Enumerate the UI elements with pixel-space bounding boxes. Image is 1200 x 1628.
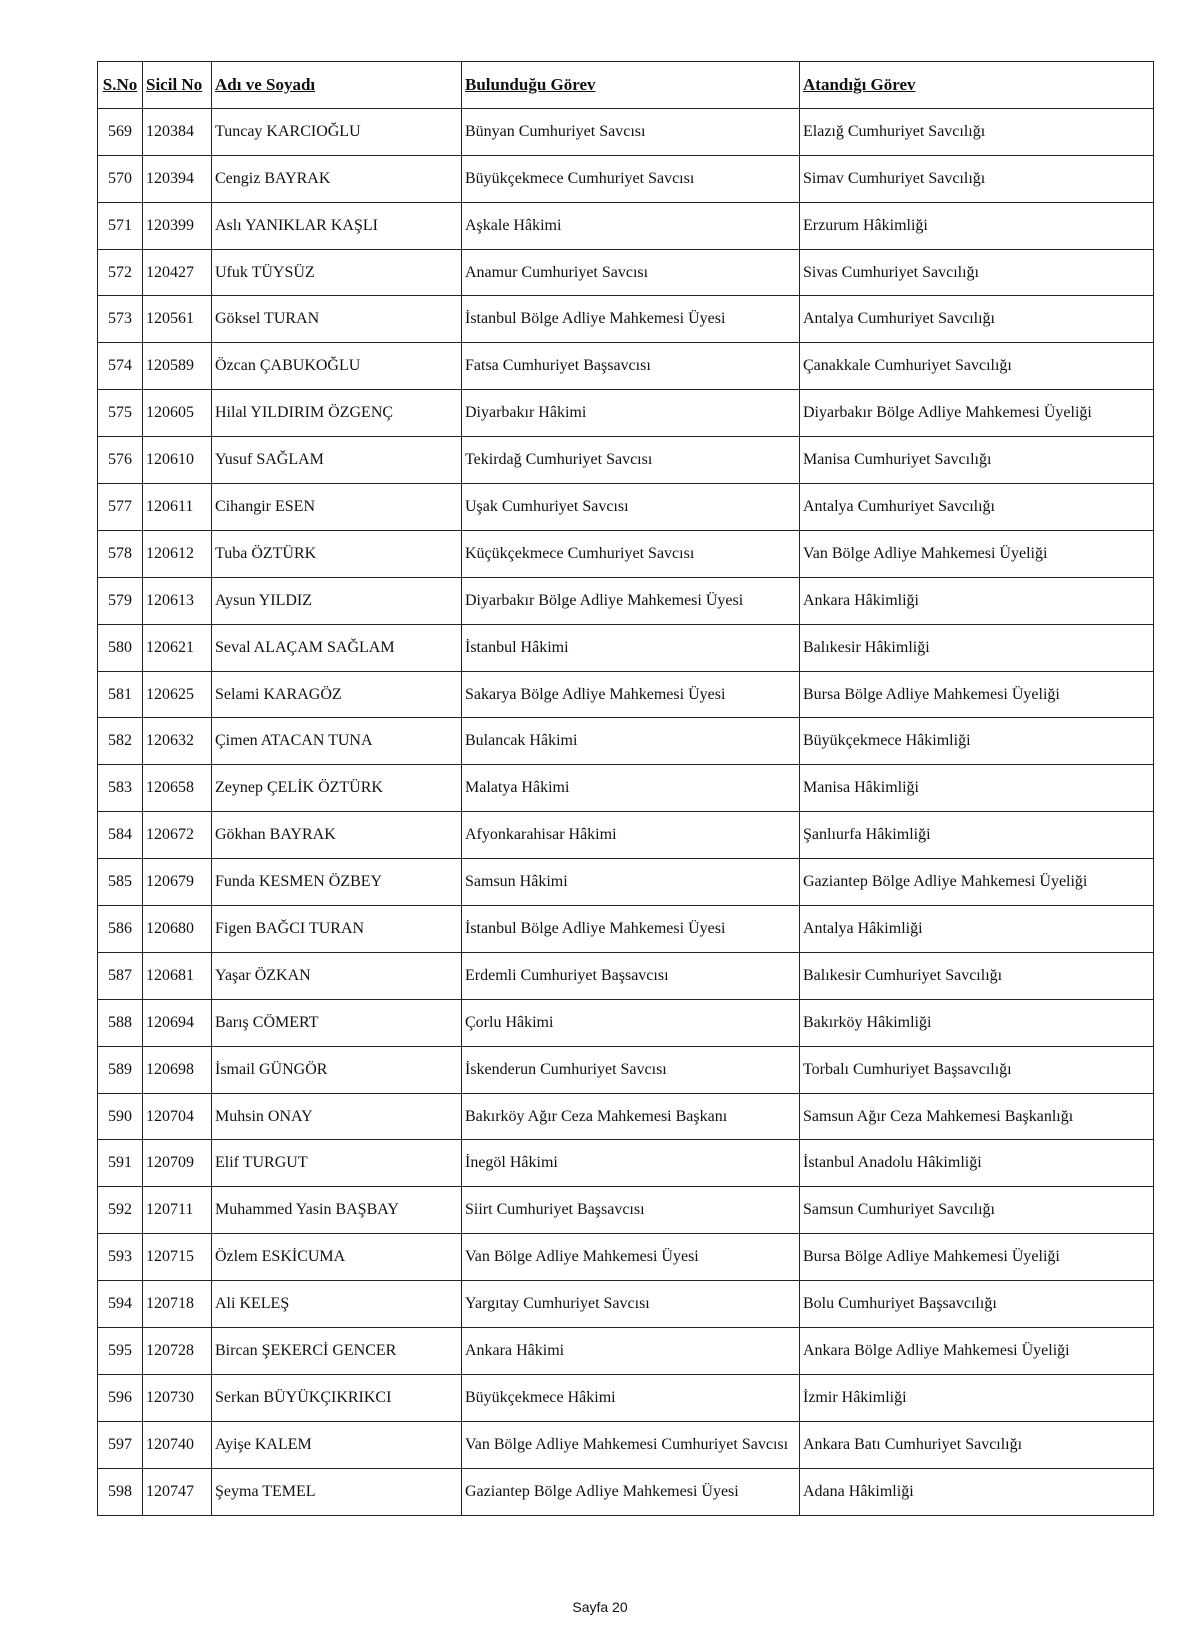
cell-assigned-position: Balıkesir Hâkimliği <box>800 624 1154 671</box>
cell-current-position: Diyarbakır Hâkimi <box>462 390 800 437</box>
cell-sicil-no: 120399 <box>143 202 212 249</box>
cell-sno: 582 <box>98 718 143 765</box>
cell-assigned-position: Simav Cumhuriyet Savcılığı <box>800 155 1154 202</box>
cell-assigned-position: Samsun Ağır Ceza Mahkemesi Başkanlığı <box>800 1093 1154 1140</box>
cell-name: Tuncay KARCIOĞLU <box>212 108 462 155</box>
cell-sicil-no: 120589 <box>143 343 212 390</box>
cell-sno: 596 <box>98 1374 143 1421</box>
cell-sicil-no: 120694 <box>143 999 212 1046</box>
cell-assigned-position: Gaziantep Bölge Adliye Mahkemesi Üyeliği <box>800 859 1154 906</box>
cell-current-position: Van Bölge Adliye Mahkemesi Cumhuriyet Savcısı <box>462 1421 800 1468</box>
cell-current-position: İstanbul Bölge Adliye Mahkemesi Üyesi <box>462 296 800 343</box>
cell-name: Hilal YILDIRIM ÖZGENÇ <box>212 390 462 437</box>
cell-sicil-no: 120621 <box>143 624 212 671</box>
cell-current-position: Bulancak Hâkimi <box>462 718 800 765</box>
cell-sicil-no: 120679 <box>143 859 212 906</box>
cell-sno: 571 <box>98 202 143 249</box>
cell-current-position: Ankara Hâkimi <box>462 1328 800 1375</box>
table-row <box>98 155 1154 202</box>
header-name: Adı ve Soyadı <box>212 62 462 109</box>
page-number: Sayfa 20 <box>572 1599 628 1615</box>
cell-sicil-no: 120658 <box>143 765 212 812</box>
cell-current-position: Afyonkarahisar Hâkimi <box>462 812 800 859</box>
cell-assigned-position: Torbalı Cumhuriyet Başsavcılığı <box>800 1046 1154 1093</box>
cell-sicil-no: 120681 <box>143 952 212 999</box>
table-row <box>98 812 1154 859</box>
cell-sicil-no: 120740 <box>143 1421 212 1468</box>
cell-name: Figen BAĞCI TURAN <box>212 906 462 953</box>
cell-current-position: Gaziantep Bölge Adliye Mahkemesi Üyesi <box>462 1468 800 1515</box>
cell-current-position: Aşkale Hâkimi <box>462 202 800 249</box>
cell-assigned-position: Van Bölge Adliye Mahkemesi Üyeliği <box>800 530 1154 577</box>
cell-current-position: İnegöl Hâkimi <box>462 1140 800 1187</box>
cell-sno: 569 <box>98 108 143 155</box>
cell-sno: 580 <box>98 624 143 671</box>
cell-sno: 593 <box>98 1234 143 1281</box>
cell-assigned-position: Çanakkale Cumhuriyet Savcılığı <box>800 343 1154 390</box>
cell-sicil-no: 120610 <box>143 437 212 484</box>
cell-sno: 583 <box>98 765 143 812</box>
cell-name: Çimen ATACAN TUNA <box>212 718 462 765</box>
cell-sicil-no: 120384 <box>143 108 212 155</box>
cell-assigned-position: Bursa Bölge Adliye Mahkemesi Üyeliği <box>800 671 1154 718</box>
cell-name: Cihangir ESEN <box>212 484 462 531</box>
cell-sno: 587 <box>98 952 143 999</box>
header-sicil-no: Sicil No <box>143 62 212 109</box>
cell-current-position: Bünyan Cumhuriyet Savcısı <box>462 108 800 155</box>
cell-sicil-no: 120718 <box>143 1281 212 1328</box>
cell-current-position: Tekirdağ Cumhuriyet Savcısı <box>462 437 800 484</box>
cell-sno: 592 <box>98 1187 143 1234</box>
cell-sicil-no: 120625 <box>143 671 212 718</box>
cell-sno: 574 <box>98 343 143 390</box>
cell-sicil-no: 120632 <box>143 718 212 765</box>
cell-sno: 597 <box>98 1421 143 1468</box>
cell-assigned-position: İzmir Hâkimliği <box>800 1374 1154 1421</box>
cell-name: Ayişe KALEM <box>212 1421 462 1468</box>
cell-sno: 590 <box>98 1093 143 1140</box>
table-row <box>98 1187 1154 1234</box>
cell-sno: 595 <box>98 1328 143 1375</box>
cell-assigned-position: Antalya Hâkimliği <box>800 906 1154 953</box>
cell-name: Ufuk TÜYSÜZ <box>212 249 462 296</box>
cell-sno: 585 <box>98 859 143 906</box>
table-row <box>98 1234 1154 1281</box>
cell-name: Ali KELEŞ <box>212 1281 462 1328</box>
cell-current-position: Malatya Hâkimi <box>462 765 800 812</box>
cell-sno: 588 <box>98 999 143 1046</box>
cell-sicil-no: 120612 <box>143 530 212 577</box>
table-row <box>98 1468 1154 1515</box>
cell-assigned-position: Bakırköy Hâkimliği <box>800 999 1154 1046</box>
cell-assigned-position: Sivas Cumhuriyet Savcılığı <box>800 249 1154 296</box>
cell-assigned-position: Manisa Cumhuriyet Savcılığı <box>800 437 1154 484</box>
header-current-position: Bulunduğu Görev <box>462 62 800 109</box>
cell-current-position: Küçükçekmece Cumhuriyet Savcısı <box>462 530 800 577</box>
table-row <box>98 1328 1154 1375</box>
table-row <box>98 765 1154 812</box>
cell-sno: 589 <box>98 1046 143 1093</box>
table-row <box>98 577 1154 624</box>
table-row <box>98 437 1154 484</box>
cell-name: Özlem ESKİCUMA <box>212 1234 462 1281</box>
cell-sicil-no: 120728 <box>143 1328 212 1375</box>
cell-assigned-position: Şanlıurfa Hâkimliği <box>800 812 1154 859</box>
cell-sno: 584 <box>98 812 143 859</box>
cell-current-position: Uşak Cumhuriyet Savcısı <box>462 484 800 531</box>
cell-assigned-position: Bursa Bölge Adliye Mahkemesi Üyeliği <box>800 1234 1154 1281</box>
appointment-table <box>97 61 1154 1516</box>
cell-name: Seval ALAÇAM SAĞLAM <box>212 624 462 671</box>
cell-sicil-no: 120561 <box>143 296 212 343</box>
cell-sicil-no: 120680 <box>143 906 212 953</box>
header-sno: S.No <box>98 62 143 109</box>
cell-assigned-position: Balıkesir Cumhuriyet Savcılığı <box>800 952 1154 999</box>
table-row <box>98 999 1154 1046</box>
cell-sicil-no: 120730 <box>143 1374 212 1421</box>
cell-sno: 572 <box>98 249 143 296</box>
cell-name: Serkan BÜYÜKÇIKRIKCI <box>212 1374 462 1421</box>
cell-sicil-no: 120427 <box>143 249 212 296</box>
cell-assigned-position: Antalya Cumhuriyet Savcılığı <box>800 296 1154 343</box>
cell-current-position: Büyükçekmece Cumhuriyet Savcısı <box>462 155 800 202</box>
cell-sno: 578 <box>98 530 143 577</box>
cell-sno: 576 <box>98 437 143 484</box>
cell-assigned-position: Ankara Hâkimliği <box>800 577 1154 624</box>
cell-sicil-no: 120704 <box>143 1093 212 1140</box>
cell-name: Elif TURGUT <box>212 1140 462 1187</box>
cell-name: Aslı YANIKLAR KAŞLI <box>212 202 462 249</box>
cell-current-position: İskenderun Cumhuriyet Savcısı <box>462 1046 800 1093</box>
cell-assigned-position: İstanbul Anadolu Hâkimliği <box>800 1140 1154 1187</box>
cell-sicil-no: 120747 <box>143 1468 212 1515</box>
table-row <box>98 1281 1154 1328</box>
cell-sno: 594 <box>98 1281 143 1328</box>
cell-name: Muhammed Yasin BAŞBAY <box>212 1187 462 1234</box>
cell-name: Cengiz BAYRAK <box>212 155 462 202</box>
table-row <box>98 202 1154 249</box>
cell-current-position: Van Bölge Adliye Mahkemesi Üyesi <box>462 1234 800 1281</box>
cell-name: İsmail GÜNGÖR <box>212 1046 462 1093</box>
table-row <box>98 1140 1154 1187</box>
cell-assigned-position: Ankara Batı Cumhuriyet Savcılığı <box>800 1421 1154 1468</box>
table-row <box>98 484 1154 531</box>
cell-name: Zeynep ÇELİK ÖZTÜRK <box>212 765 462 812</box>
table-row <box>98 343 1154 390</box>
table-row <box>98 671 1154 718</box>
header-row <box>98 62 1154 109</box>
cell-name: Özcan ÇABUKOĞLU <box>212 343 462 390</box>
table-header <box>98 62 1154 109</box>
table-row <box>98 249 1154 296</box>
table-body <box>98 108 1154 1515</box>
cell-sicil-no: 120605 <box>143 390 212 437</box>
cell-current-position: Diyarbakır Bölge Adliye Mahkemesi Üyesi <box>462 577 800 624</box>
cell-current-position: İstanbul Bölge Adliye Mahkemesi Üyesi <box>462 906 800 953</box>
cell-name: Tuba ÖZTÜRK <box>212 530 462 577</box>
cell-name: Muhsin ONAY <box>212 1093 462 1140</box>
cell-assigned-position: Elazığ Cumhuriyet Savcılığı <box>800 108 1154 155</box>
cell-current-position: Erdemli Cumhuriyet Başsavcısı <box>462 952 800 999</box>
table-row <box>98 296 1154 343</box>
cell-sicil-no: 120672 <box>143 812 212 859</box>
cell-current-position: Fatsa Cumhuriyet Başsavcısı <box>462 343 800 390</box>
table-row <box>98 530 1154 577</box>
cell-sicil-no: 120613 <box>143 577 212 624</box>
cell-current-position: Çorlu Hâkimi <box>462 999 800 1046</box>
cell-name: Bircan ŞEKERCİ GENCER <box>212 1328 462 1375</box>
cell-sicil-no: 120698 <box>143 1046 212 1093</box>
cell-name: Yaşar ÖZKAN <box>212 952 462 999</box>
cell-name: Gökhan BAYRAK <box>212 812 462 859</box>
cell-assigned-position: Ankara Bölge Adliye Mahkemesi Üyeliği <box>800 1328 1154 1375</box>
cell-sno: 579 <box>98 577 143 624</box>
table-row <box>98 390 1154 437</box>
cell-name: Göksel TURAN <box>212 296 462 343</box>
cell-assigned-position: Erzurum Hâkimliği <box>800 202 1154 249</box>
cell-sicil-no: 120715 <box>143 1234 212 1281</box>
cell-sicil-no: 120709 <box>143 1140 212 1187</box>
cell-sno: 570 <box>98 155 143 202</box>
table-row <box>98 1421 1154 1468</box>
cell-name: Şeyma TEMEL <box>212 1468 462 1515</box>
cell-sno: 598 <box>98 1468 143 1515</box>
cell-current-position: Bakırköy Ağır Ceza Mahkemesi Başkanı <box>462 1093 800 1140</box>
cell-current-position: Anamur Cumhuriyet Savcısı <box>462 249 800 296</box>
cell-current-position: Siirt Cumhuriyet Başsavcısı <box>462 1187 800 1234</box>
table-row <box>98 952 1154 999</box>
cell-assigned-position: Antalya Cumhuriyet Savcılığı <box>800 484 1154 531</box>
cell-assigned-position: Manisa Hâkimliği <box>800 765 1154 812</box>
cell-sno: 586 <box>98 906 143 953</box>
table-row <box>98 624 1154 671</box>
table-row <box>98 718 1154 765</box>
cell-sicil-no: 120611 <box>143 484 212 531</box>
cell-assigned-position: Diyarbakır Bölge Adliye Mahkemesi Üyeliği <box>800 390 1154 437</box>
cell-sno: 573 <box>98 296 143 343</box>
cell-current-position: Yargıtay Cumhuriyet Savcısı <box>462 1281 800 1328</box>
table-row <box>98 1046 1154 1093</box>
cell-current-position: İstanbul Hâkimi <box>462 624 800 671</box>
table-row <box>98 859 1154 906</box>
cell-sno: 581 <box>98 671 143 718</box>
cell-current-position: Samsun Hâkimi <box>462 859 800 906</box>
cell-name: Barış CÖMERT <box>212 999 462 1046</box>
cell-name: Yusuf SAĞLAM <box>212 437 462 484</box>
table-row <box>98 108 1154 155</box>
cell-assigned-position: Adana Hâkimliği <box>800 1468 1154 1515</box>
cell-assigned-position: Samsun Cumhuriyet Savcılığı <box>800 1187 1154 1234</box>
cell-sicil-no: 120394 <box>143 155 212 202</box>
cell-assigned-position: Büyükçekmece Hâkimliği <box>800 718 1154 765</box>
cell-assigned-position: Bolu Cumhuriyet Başsavcılığı <box>800 1281 1154 1328</box>
header-assigned-position: Atandığı Görev <box>800 62 1154 109</box>
cell-sno: 591 <box>98 1140 143 1187</box>
cell-sicil-no: 120711 <box>143 1187 212 1234</box>
cell-name: Funda KESMEN ÖZBEY <box>212 859 462 906</box>
cell-current-position: Sakarya Bölge Adliye Mahkemesi Üyesi <box>462 671 800 718</box>
cell-sno: 577 <box>98 484 143 531</box>
cell-current-position: Büyükçekmece Hâkimi <box>462 1374 800 1421</box>
table-row <box>98 906 1154 953</box>
cell-name: Selami KARAGÖZ <box>212 671 462 718</box>
cell-sno: 575 <box>98 390 143 437</box>
table-row <box>98 1374 1154 1421</box>
cell-name: Aysun YILDIZ <box>212 577 462 624</box>
table-row <box>98 1093 1154 1140</box>
